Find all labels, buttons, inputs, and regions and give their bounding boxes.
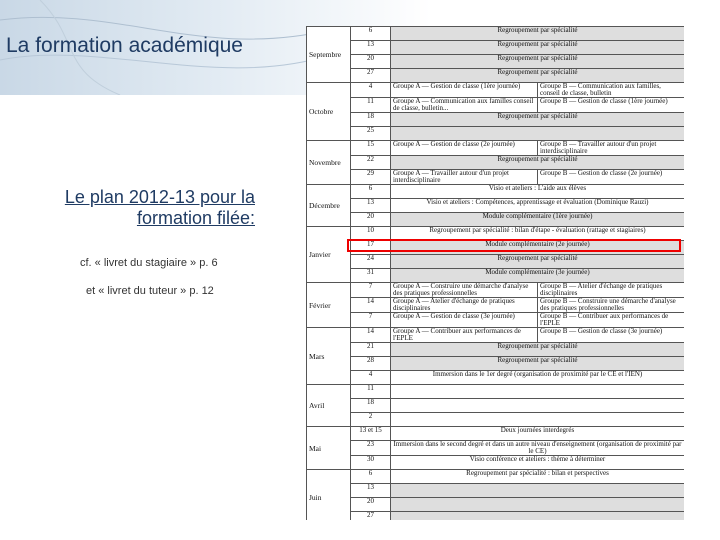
activity-cell bbox=[391, 385, 685, 399]
table-row bbox=[307, 498, 685, 512]
group-a-cell: Groupe A — Communication aux familles conseil de classe, bulletin... bbox=[391, 98, 538, 113]
day-cell: 15 bbox=[351, 141, 391, 156]
day-cell: 2 bbox=[351, 413, 391, 427]
group-b-cell: Groupe B — Gestion de classe (3e journée) bbox=[538, 328, 685, 343]
day-cell: 23 bbox=[351, 441, 391, 456]
month-cell: Mars bbox=[307, 328, 351, 385]
table-row bbox=[307, 113, 685, 127]
activity-cell: Regroupement par spécialité bbox=[391, 255, 685, 269]
day-cell: 20 bbox=[351, 498, 391, 512]
table-row bbox=[307, 399, 685, 413]
training-schedule-document bbox=[306, 26, 684, 520]
activity-cell bbox=[391, 498, 685, 512]
activity-cell: Regroupement par spécialité : bilan d'étape - évaluation (rattage et stagiaires) bbox=[391, 227, 685, 241]
table-row bbox=[307, 199, 685, 213]
activity-cell bbox=[391, 399, 685, 413]
month-cell: Octobre bbox=[307, 83, 351, 141]
day-cell: 24 bbox=[351, 255, 391, 269]
day-cell: 10 bbox=[351, 227, 391, 241]
reference-tuteur: et « livret du tuteur » p. 12 bbox=[86, 285, 214, 297]
month-cell: Avril bbox=[307, 385, 351, 427]
day-cell: 13 bbox=[351, 199, 391, 213]
day-cell: 13 et 15 bbox=[351, 427, 391, 441]
day-cell: 28 bbox=[351, 357, 391, 371]
day-cell: 6 bbox=[351, 185, 391, 199]
activity-cell: Regroupement par spécialité bbox=[391, 156, 685, 170]
group-b-cell: Groupe B — Construire une démarche d'analyse des pratiques professionnelles bbox=[538, 298, 685, 313]
table-row bbox=[307, 185, 685, 199]
activity-cell: Regroupement par spécialité bbox=[391, 27, 685, 41]
group-a-cell: Groupe A — Gestion de classe (1ère journée) bbox=[391, 83, 538, 98]
table-row bbox=[307, 456, 685, 470]
group-a-cell: Groupe A — Construire une démarche d'analyse des pratiques professionnelles bbox=[391, 283, 538, 298]
table-row bbox=[307, 441, 685, 456]
day-cell: 4 bbox=[351, 83, 391, 98]
reference-stagiaire: cf. « livret du stagiaire » p. 6 bbox=[80, 257, 218, 269]
activity-cell: Visio conférence et ateliers : thème à déterminer bbox=[391, 456, 685, 470]
slide-subtitle: Le plan 2012-13 pour la formation filée: bbox=[64, 187, 255, 228]
activity-cell bbox=[391, 127, 685, 141]
activity-cell bbox=[391, 484, 685, 498]
day-cell: 27 bbox=[351, 69, 391, 83]
activity-cell: Regroupement par spécialité bbox=[391, 343, 685, 357]
table-row bbox=[307, 484, 685, 498]
table-row bbox=[307, 385, 685, 399]
activity-cell: Regroupement par spécialité bbox=[391, 41, 685, 55]
group-a-cell: Groupe A — Contribuer aux performances de l'EPLE bbox=[391, 328, 538, 343]
activity-cell: Immersion dans le second degré et dans un autre niveau d'enseignement (organisation de proximité par le CE) bbox=[391, 441, 685, 456]
table-row bbox=[307, 69, 685, 83]
day-cell: 13 bbox=[351, 41, 391, 55]
activity-cell: Deux journées interdegrés bbox=[391, 427, 685, 441]
group-b-cell: Groupe B — Contribuer aux performances de l'EPLE bbox=[538, 313, 685, 328]
table-row bbox=[307, 83, 685, 98]
table-row bbox=[307, 512, 685, 521]
group-a-cell: Groupe A — Atelier d'échange de pratiques disciplinaires bbox=[391, 298, 538, 313]
activity-cell: Module complémentaire (1ère journée) bbox=[391, 213, 685, 227]
group-b-cell: Groupe B — Gestion de classe (1ère journée) bbox=[538, 98, 685, 113]
day-cell: 18 bbox=[351, 113, 391, 127]
table-row bbox=[307, 427, 685, 441]
day-cell: 6 bbox=[351, 27, 391, 41]
day-cell: 13 bbox=[351, 484, 391, 498]
table-row bbox=[307, 170, 685, 185]
day-cell: 11 bbox=[351, 98, 391, 113]
day-cell: 11 bbox=[351, 385, 391, 399]
day-cell: 31 bbox=[351, 269, 391, 283]
month-cell: Septembre bbox=[307, 27, 351, 83]
day-cell: 22 bbox=[351, 156, 391, 170]
day-cell: 7 bbox=[351, 313, 391, 328]
day-cell: 25 bbox=[351, 127, 391, 141]
group-b-cell: Groupe B — Atelier d'échange de pratiques disciplinaires bbox=[538, 283, 685, 298]
table-row bbox=[307, 343, 685, 357]
month-cell: Novembre bbox=[307, 141, 351, 185]
activity-cell: Regroupement par spécialité : bilan et perspectives bbox=[391, 470, 685, 484]
activity-cell: Visio et ateliers : L'aide aux élèves bbox=[391, 185, 685, 199]
day-cell: 20 bbox=[351, 55, 391, 69]
table-row bbox=[307, 141, 685, 156]
month-cell: Mai bbox=[307, 427, 351, 470]
table-row bbox=[307, 269, 685, 283]
table-row bbox=[307, 127, 685, 141]
month-cell: Juin bbox=[307, 470, 351, 521]
activity-cell: Regroupement par spécialité bbox=[391, 69, 685, 83]
activity-cell bbox=[391, 413, 685, 427]
slide-title: La formation académique bbox=[6, 34, 243, 57]
activity-cell: Module complémentaire (3e journée) bbox=[391, 269, 685, 283]
day-cell: 14 bbox=[351, 298, 391, 313]
activity-cell: Visio et ateliers : Compétences, apprentissage et évaluation (Dominique Rauzi) bbox=[391, 199, 685, 213]
activity-cell bbox=[391, 512, 685, 521]
month-cell: Décembre bbox=[307, 185, 351, 227]
table-row bbox=[307, 470, 685, 484]
day-cell: 30 bbox=[351, 456, 391, 470]
table-row bbox=[307, 213, 685, 227]
activity-cell: Regroupement par spécialité bbox=[391, 357, 685, 371]
day-cell: 17 bbox=[351, 241, 391, 255]
group-b-cell: Groupe B — Gestion de classe (2e journée) bbox=[538, 170, 685, 185]
activity-cell: Regroupement par spécialité bbox=[391, 55, 685, 69]
group-a-cell: Groupe A — Gestion de classe (3e journée) bbox=[391, 313, 538, 328]
table-row bbox=[307, 156, 685, 170]
table-row bbox=[307, 328, 685, 343]
table-row bbox=[307, 357, 685, 371]
highlight-box bbox=[347, 239, 681, 252]
group-a-cell: Groupe A — Travailler autour d'un projet interdisciplinaire bbox=[391, 170, 538, 185]
day-cell: 7 bbox=[351, 283, 391, 298]
month-cell: Janvier bbox=[307, 227, 351, 283]
table-row bbox=[307, 298, 685, 313]
table-row bbox=[307, 255, 685, 269]
table-row bbox=[307, 313, 685, 328]
day-cell: 14 bbox=[351, 328, 391, 343]
table-row bbox=[307, 41, 685, 55]
table-row bbox=[307, 27, 685, 41]
activity-cell: Module complémentaire (2e journée) bbox=[391, 241, 685, 255]
day-cell: 20 bbox=[351, 213, 391, 227]
group-b-cell: Groupe B — Communication aux familles, conseil de classe, bulletin bbox=[538, 83, 685, 98]
activity-cell: Immersion dans le 1er degré (organisation de proximité par le CE et l'IEN) bbox=[391, 371, 685, 385]
table-row bbox=[307, 283, 685, 298]
day-cell: 27 bbox=[351, 512, 391, 521]
day-cell: 4 bbox=[351, 371, 391, 385]
table-row bbox=[307, 55, 685, 69]
day-cell: 6 bbox=[351, 470, 391, 484]
month-cell: Février bbox=[307, 283, 351, 328]
table-row bbox=[307, 98, 685, 113]
schedule-table bbox=[306, 26, 684, 520]
group-a-cell: Groupe A — Gestion de classe (2e journée) bbox=[391, 141, 538, 156]
day-cell: 21 bbox=[351, 343, 391, 357]
table-row bbox=[307, 371, 685, 385]
group-b-cell: Groupe B — Travailler autour d'un projet interdisciplinaire bbox=[538, 141, 685, 156]
table-row bbox=[307, 413, 685, 427]
day-cell: 18 bbox=[351, 399, 391, 413]
activity-cell: Regroupement par spécialité bbox=[391, 113, 685, 127]
day-cell: 29 bbox=[351, 170, 391, 185]
